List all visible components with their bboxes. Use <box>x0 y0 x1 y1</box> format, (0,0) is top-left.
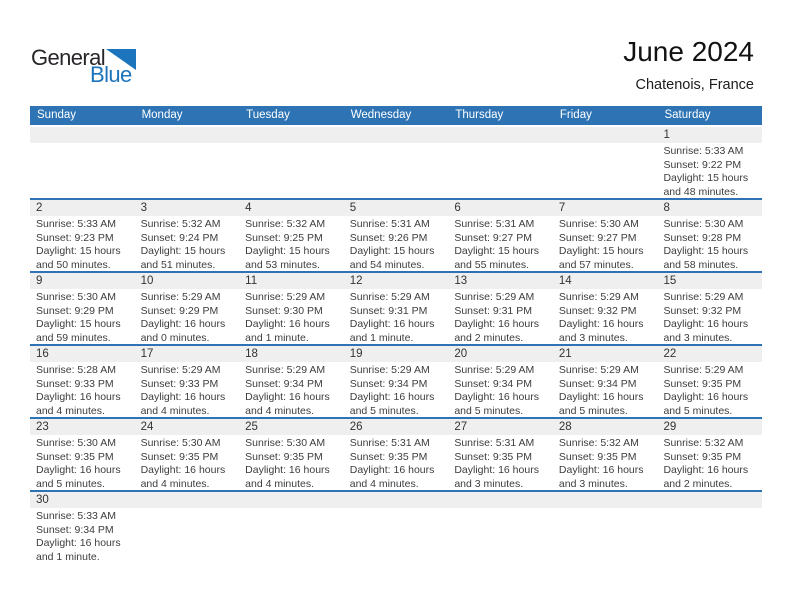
day-info-line: and 4 minutes. <box>140 477 210 490</box>
day-info <box>663 289 758 344</box>
day-info-line: Sunset: 9:35 PM <box>558 450 637 463</box>
day-info-line: Daylight: 15 hours <box>140 245 226 257</box>
day-info-line: Daylight: 16 hours <box>454 464 539 476</box>
day-info <box>454 216 549 271</box>
day-info-line: Sunset: 9:26 PM <box>349 231 428 244</box>
day-number: 23 <box>36 421 49 433</box>
week-row <box>30 198 762 271</box>
day-info-line: and 53 minutes. <box>245 258 320 271</box>
weekday-header <box>30 106 762 125</box>
day-info-line: and 51 minutes. <box>140 258 216 271</box>
day-number: 4 <box>245 202 252 214</box>
day-info-line: and 4 minutes. <box>349 477 419 490</box>
day-info-line: Sunset: 9:35 PM <box>663 377 742 390</box>
empty-cell <box>344 127 449 198</box>
day-info-line: Sunset: 9:31 PM <box>349 304 428 317</box>
day-cell <box>30 346 135 417</box>
day-number: 13 <box>454 275 468 287</box>
empty-cell <box>657 492 762 563</box>
calendar-grid <box>30 127 762 563</box>
day-cell <box>553 200 658 271</box>
day-info-line: and 4 minutes. <box>36 404 105 417</box>
day-info-line: and 5 minutes. <box>558 404 628 417</box>
day-info-line: Daylight: 16 hours <box>663 391 749 403</box>
weekday-label-saturday: Saturday <box>664 109 711 121</box>
day-info-line: Daylight: 16 hours <box>36 537 121 549</box>
day-number: 11 <box>245 275 258 287</box>
day-info-line: and 2 minutes. <box>663 477 733 490</box>
day-info-line: Sunset: 9:23 PM <box>36 231 114 244</box>
day-cell <box>344 346 449 417</box>
day-info-line: Daylight: 15 hours <box>454 245 539 257</box>
day-number: 29 <box>663 421 677 433</box>
day-info-line: Sunrise: 5:29 AM <box>663 364 744 376</box>
day-info <box>36 508 131 563</box>
day-info-line: Sunrise: 5:29 AM <box>558 364 639 376</box>
day-info <box>350 362 445 417</box>
page-title: June 2024 <box>623 36 754 67</box>
day-info-line: Sunrise: 5:29 AM <box>140 364 221 376</box>
day-info-line: and 3 minutes. <box>558 331 628 344</box>
day-cell <box>657 346 762 417</box>
day-number: 10 <box>140 275 154 287</box>
day-info <box>141 362 236 417</box>
day-cell <box>657 200 762 271</box>
day-info <box>36 362 131 417</box>
general-blue-logo <box>31 45 161 87</box>
location-subtitle: Chatenois, France <box>635 77 754 93</box>
day-info-line: Sunset: 9:24 PM <box>140 231 219 244</box>
day-number: 30 <box>36 494 49 506</box>
day-info-line: Daylight: 16 hours <box>349 318 435 330</box>
day-info-line: Sunrise: 5:31 AM <box>454 218 535 230</box>
day-info-line: Sunset: 9:25 PM <box>245 231 323 244</box>
weekday-label-monday: Monday <box>141 109 183 121</box>
day-info-line: and 1 minute. <box>245 331 309 344</box>
day-info <box>663 362 758 417</box>
day-cell <box>657 273 762 344</box>
day-info-line: Daylight: 15 hours <box>245 245 330 257</box>
day-number: 2 <box>36 202 43 214</box>
day-info-line: Sunrise: 5:32 AM <box>245 218 326 230</box>
day-info-line: Sunset: 9:35 PM <box>140 450 219 463</box>
day-info <box>141 216 236 271</box>
day-cell <box>239 419 344 490</box>
day-cell <box>135 200 240 271</box>
week-row <box>30 271 762 344</box>
empty-cell <box>239 492 344 563</box>
day-number: 9 <box>36 275 43 287</box>
day-info-line: Sunset: 9:29 PM <box>140 304 219 317</box>
day-number: 6 <box>454 202 461 214</box>
day-info <box>245 216 340 271</box>
day-cell <box>239 200 344 271</box>
day-cell <box>344 419 449 490</box>
day-info-line: Daylight: 16 hours <box>558 464 644 476</box>
calendar <box>30 106 762 563</box>
day-number: 21 <box>558 348 572 360</box>
day-info-line: Sunrise: 5:32 AM <box>558 437 639 449</box>
day-cell <box>553 346 658 417</box>
day-info-line: and 1 minute. <box>36 550 100 563</box>
day-info <box>454 289 549 344</box>
day-number: 25 <box>245 421 258 433</box>
day-cell <box>448 200 553 271</box>
day-info-line: Daylight: 15 hours <box>558 245 644 257</box>
week-row <box>30 127 762 198</box>
day-number: 18 <box>245 348 258 360</box>
day-info <box>141 435 236 490</box>
day-info-line: Daylight: 16 hours <box>140 318 226 330</box>
day-cell <box>239 346 344 417</box>
empty-cell <box>135 127 240 198</box>
day-info-line: Daylight: 16 hours <box>245 391 330 403</box>
day-info-line: Sunrise: 5:33 AM <box>663 145 744 157</box>
day-info <box>36 435 131 490</box>
empty-cell <box>553 492 658 563</box>
day-number: 26 <box>349 421 363 433</box>
day-number: 20 <box>454 348 468 360</box>
day-number: 8 <box>663 202 670 214</box>
day-info-line: Sunset: 9:34 PM <box>558 377 637 390</box>
day-info-line: Sunrise: 5:30 AM <box>245 437 326 449</box>
day-number: 12 <box>349 275 363 287</box>
day-cell <box>30 200 135 271</box>
empty-cell <box>30 127 135 198</box>
day-info-line: Sunrise: 5:32 AM <box>140 218 221 230</box>
day-info <box>663 216 758 271</box>
day-info <box>350 216 445 271</box>
weekday-label-thursday: Thursday <box>455 109 504 121</box>
day-info-line: Sunrise: 5:33 AM <box>36 510 116 522</box>
day-info-line: Sunrise: 5:30 AM <box>36 437 116 449</box>
day-info-line: Daylight: 16 hours <box>245 464 330 476</box>
day-info-line: Sunrise: 5:30 AM <box>558 218 639 230</box>
day-cell <box>553 419 658 490</box>
empty-cell <box>448 492 553 563</box>
day-info-line: Sunrise: 5:29 AM <box>454 364 535 376</box>
day-info-line: Sunrise: 5:28 AM <box>36 364 116 376</box>
day-info-line: and 59 minutes. <box>36 331 111 344</box>
day-cell <box>30 492 135 563</box>
day-info-line: Sunset: 9:29 PM <box>36 304 114 317</box>
day-info-line: Sunset: 9:32 PM <box>663 304 742 317</box>
day-info <box>454 435 549 490</box>
day-info-line: Sunset: 9:34 PM <box>349 377 428 390</box>
day-number: 28 <box>558 421 572 433</box>
weekday-label-tuesday: Tuesday <box>246 109 290 121</box>
day-cell <box>344 273 449 344</box>
day-number: 27 <box>454 421 468 433</box>
day-info-line: Sunset: 9:35 PM <box>349 450 428 463</box>
day-info <box>559 435 654 490</box>
day-info-line: and 5 minutes. <box>36 477 105 490</box>
day-info-line: Sunset: 9:35 PM <box>36 450 114 463</box>
day-info-line: Daylight: 16 hours <box>245 318 330 330</box>
day-info-line: Sunset: 9:30 PM <box>245 304 323 317</box>
day-info-line: Sunrise: 5:29 AM <box>454 291 535 303</box>
day-info <box>559 289 654 344</box>
weekday-label-friday: Friday <box>559 109 592 121</box>
day-info <box>350 435 445 490</box>
day-number: 19 <box>349 348 363 360</box>
day-number: 1 <box>663 129 670 141</box>
title-block <box>623 36 754 93</box>
day-number: 7 <box>558 202 566 214</box>
day-info-line: Sunset: 9:33 PM <box>36 377 114 390</box>
day-info <box>454 362 549 417</box>
day-info-line: Daylight: 16 hours <box>454 391 539 403</box>
day-info <box>36 216 131 271</box>
empty-cell <box>448 127 553 198</box>
weekday-label-wednesday: Wednesday <box>350 109 412 121</box>
day-number: 3 <box>140 202 147 214</box>
day-cell <box>30 273 135 344</box>
day-info-line: and 2 minutes. <box>454 331 524 344</box>
day-info-line: Sunset: 9:35 PM <box>454 450 532 463</box>
day-info-line: Daylight: 16 hours <box>349 391 435 403</box>
day-info-line: Sunset: 9:31 PM <box>454 304 532 317</box>
day-info-line: and 5 minutes. <box>454 404 524 417</box>
day-info-line: Daylight: 15 hours <box>349 245 435 257</box>
day-info-line: Daylight: 15 hours <box>36 318 121 330</box>
day-info-line: Sunset: 9:22 PM <box>663 158 742 171</box>
day-info <box>36 289 131 344</box>
day-info-line: and 4 minutes. <box>140 404 210 417</box>
day-info-line: Sunset: 9:34 PM <box>245 377 323 390</box>
day-info-line: Sunset: 9:27 PM <box>454 231 532 244</box>
day-info <box>663 435 758 490</box>
day-info-line: Sunrise: 5:30 AM <box>663 218 744 230</box>
empty-cell <box>553 127 658 198</box>
day-number: 5 <box>349 202 357 214</box>
day-cell <box>448 419 553 490</box>
day-cell <box>657 127 762 198</box>
day-info-line: Sunrise: 5:32 AM <box>663 437 744 449</box>
day-info-line: Daylight: 16 hours <box>663 464 749 476</box>
day-info-line: and 57 minutes. <box>558 258 634 271</box>
day-info-line: Daylight: 16 hours <box>140 464 226 476</box>
day-info-line: and 58 minutes. <box>663 258 739 271</box>
day-cell <box>135 346 240 417</box>
day-info-line: Daylight: 15 hours <box>36 245 121 257</box>
empty-cell <box>239 127 344 198</box>
day-info-line: and 48 minutes. <box>663 185 739 198</box>
day-info-line: and 3 minutes. <box>663 331 733 344</box>
day-info-line: Sunrise: 5:29 AM <box>663 291 744 303</box>
day-info-line: and 0 minutes. <box>140 331 210 344</box>
day-cell <box>448 273 553 344</box>
day-info-line: Sunset: 9:28 PM <box>663 231 742 244</box>
day-info-line: Sunrise: 5:30 AM <box>36 291 116 303</box>
day-number: 24 <box>140 421 154 433</box>
day-info-line: Sunset: 9:35 PM <box>663 450 742 463</box>
empty-cell <box>344 492 449 563</box>
day-info <box>245 435 340 490</box>
day-info-line: and 3 minutes. <box>454 477 524 490</box>
day-info-line: and 1 minute. <box>349 331 414 344</box>
day-info <box>245 289 340 344</box>
day-cell <box>344 200 449 271</box>
day-cell <box>553 273 658 344</box>
day-info <box>245 362 340 417</box>
day-info-line: Daylight: 16 hours <box>140 391 226 403</box>
day-cell <box>448 346 553 417</box>
day-cell <box>657 419 762 490</box>
day-number: 15 <box>663 275 677 287</box>
day-info-line: Sunrise: 5:29 AM <box>245 291 326 303</box>
day-info <box>559 216 654 271</box>
day-info-line: and 4 minutes. <box>245 404 315 417</box>
day-info-line: and 4 minutes. <box>245 477 315 490</box>
day-info <box>350 289 445 344</box>
day-info-line: Sunrise: 5:29 AM <box>349 291 430 303</box>
day-info-line: Sunrise: 5:29 AM <box>245 364 326 376</box>
day-info-line: Sunset: 9:34 PM <box>454 377 532 390</box>
day-info-line: Daylight: 16 hours <box>349 464 435 476</box>
week-row <box>30 417 762 490</box>
week-row <box>30 344 762 417</box>
day-info-line: Sunrise: 5:29 AM <box>558 291 639 303</box>
day-cell <box>239 273 344 344</box>
day-info-line: Sunrise: 5:31 AM <box>454 437 535 449</box>
day-info-line: Sunset: 9:33 PM <box>140 377 219 390</box>
day-info-line: Daylight: 15 hours <box>663 245 749 257</box>
day-info-line: Sunrise: 5:29 AM <box>140 291 221 303</box>
day-cell <box>135 273 240 344</box>
day-info-line: and 5 minutes. <box>349 404 419 417</box>
day-info <box>141 289 236 344</box>
logo-text-blue: Blue <box>90 62 132 87</box>
day-info-line: Sunset: 9:35 PM <box>245 450 323 463</box>
day-number: 14 <box>558 275 572 287</box>
day-cell <box>30 419 135 490</box>
day-info-line: Daylight: 16 hours <box>558 391 644 403</box>
day-info-line: and 54 minutes. <box>349 258 425 271</box>
day-info-line: Sunrise: 5:33 AM <box>36 218 116 230</box>
day-info-line: Daylight: 16 hours <box>663 318 749 330</box>
day-info-line: Sunrise: 5:31 AM <box>349 437 430 449</box>
logo-text-general: General <box>31 45 106 70</box>
day-cell <box>135 419 240 490</box>
day-info-line: Daylight: 16 hours <box>454 318 539 330</box>
day-info-line: and 50 minutes. <box>36 258 111 271</box>
day-info-line: Daylight: 15 hours <box>663 172 749 184</box>
day-number: 17 <box>140 348 154 360</box>
empty-cell <box>135 492 240 563</box>
day-info-line: Sunset: 9:27 PM <box>558 231 637 244</box>
day-number: 22 <box>663 348 677 360</box>
day-info-line: and 55 minutes. <box>454 258 530 271</box>
day-info-line: Sunrise: 5:31 AM <box>349 218 430 230</box>
day-info-line: Sunrise: 5:29 AM <box>349 364 430 376</box>
day-info-line: Sunset: 9:34 PM <box>36 523 114 536</box>
day-info-line: Daylight: 16 hours <box>36 391 121 403</box>
day-info-line: Sunrise: 5:30 AM <box>140 437 221 449</box>
weekday-label-sunday: Sunday <box>37 109 77 121</box>
day-info <box>559 362 654 417</box>
day-info-line: Sunset: 9:32 PM <box>558 304 637 317</box>
day-info <box>663 143 758 198</box>
day-info-line: and 5 minutes. <box>663 404 733 417</box>
day-info-line: Daylight: 16 hours <box>36 464 121 476</box>
week-row <box>30 490 762 563</box>
day-info-line: Daylight: 16 hours <box>558 318 644 330</box>
day-number: 16 <box>36 348 49 360</box>
day-info-line: and 3 minutes. <box>558 477 628 490</box>
